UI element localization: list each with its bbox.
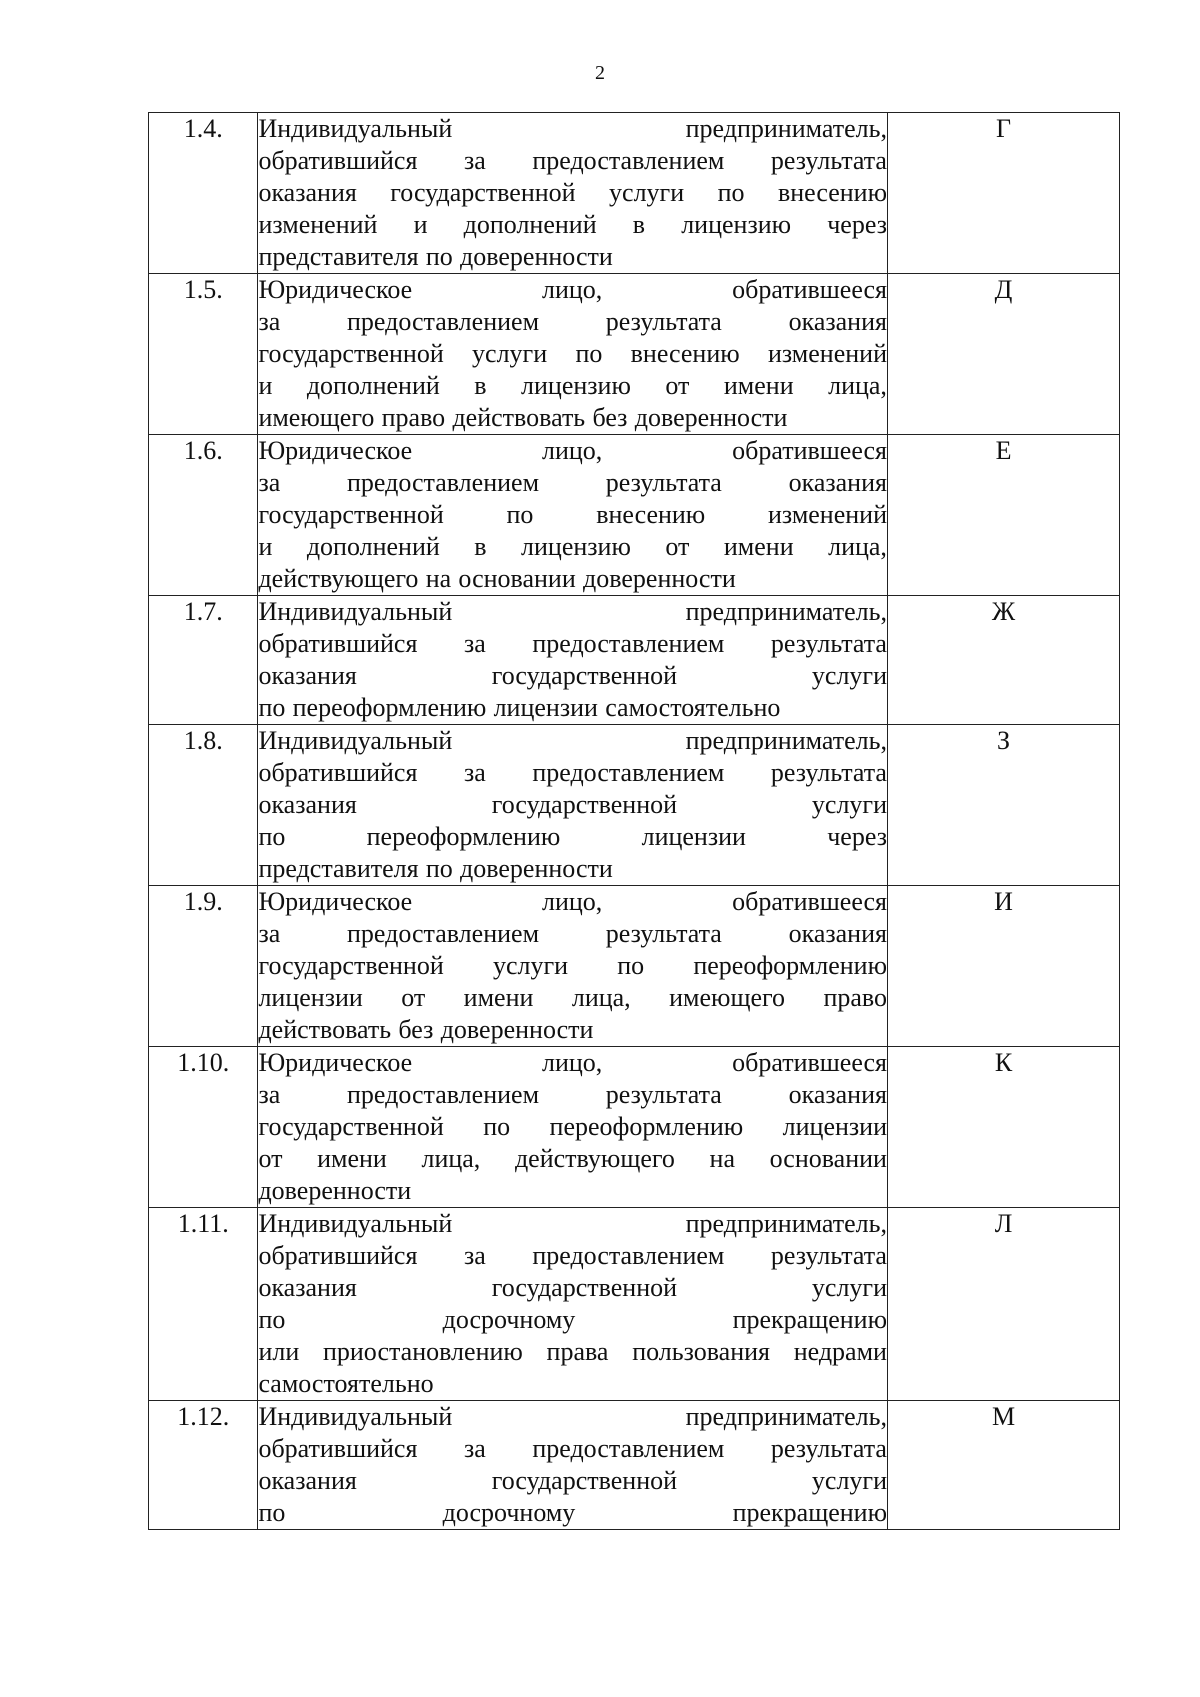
table-row [149, 725, 1120, 886]
row-description [258, 1208, 888, 1401]
description-line: изменений и дополнений в лицензию через [258, 210, 887, 239]
row-number: 1.12. [149, 1401, 258, 1530]
row-letter-code: Е [888, 435, 1120, 596]
row-letter-code: И [888, 886, 1120, 1047]
description-line: Индивидуальный предприниматель, [258, 1209, 888, 1238]
row-description [258, 886, 888, 1047]
description-line: и дополнений в лицензию от имени лица, [258, 371, 887, 400]
row-letter-code: Л [888, 1208, 1120, 1401]
row-description [258, 435, 888, 596]
row-description [258, 596, 888, 725]
applicant-category-table [148, 112, 1120, 1530]
row-number: 1.8. [149, 725, 258, 886]
description-line: Юридическое лицо, обратившееся [258, 275, 888, 304]
row-letter-code: З [888, 725, 1120, 886]
row-description [258, 1047, 888, 1208]
table-row [149, 435, 1120, 596]
row-letter-code: Г [888, 113, 1120, 274]
description-line: обратившийся за предоставлением результата [258, 146, 887, 175]
row-number: 1.4. [149, 113, 258, 274]
description-line: Индивидуальный предприниматель, [258, 1402, 888, 1431]
table-row [149, 1208, 1120, 1401]
description-line: обратившийся за предоставлением результата [258, 758, 887, 787]
description-line: оказания государственной услуги [258, 1273, 888, 1302]
description-line: представителя по доверенности [258, 242, 613, 271]
row-number: 1.11. [149, 1208, 258, 1401]
description-line: оказания государственной услуги [258, 661, 888, 690]
description-line: по переоформлению лицензии через [258, 822, 887, 851]
row-number: 1.6. [149, 435, 258, 596]
description-line: действовать без доверенности [258, 1015, 594, 1044]
row-letter-code: Д [888, 274, 1120, 435]
row-letter-code: Ж [888, 596, 1120, 725]
description-line: лицензии от имени лица, имеющего право [258, 983, 888, 1012]
table-row [149, 1047, 1120, 1208]
table-row [149, 1401, 1120, 1530]
description-line: оказания государственной услуги [258, 1466, 888, 1495]
description-line: за предоставлением результата оказания [258, 919, 887, 948]
description-line: государственной услуги по внесению изменений [258, 339, 887, 368]
description-line: оказания государственной услуги [258, 790, 888, 819]
description-line: обратившийся за предоставлением результата [258, 1241, 887, 1270]
table-row [149, 113, 1120, 274]
row-number: 1.10. [149, 1047, 258, 1208]
description-line: за предоставлением результата оказания [258, 1080, 887, 1109]
table-row [149, 596, 1120, 725]
description-line: действующего на основании доверенности [258, 564, 736, 593]
description-line: по переоформлению лицензии самостоятельно [258, 693, 781, 722]
row-description [258, 725, 888, 886]
row-description [258, 1401, 888, 1530]
row-description [258, 274, 888, 435]
table-row [149, 886, 1120, 1047]
description-line: по досрочному прекращению [258, 1305, 888, 1334]
table-row [149, 274, 1120, 435]
description-line: обратившийся за предоставлением результата [258, 1434, 887, 1463]
description-line: имеющего право действовать без доверенности [258, 403, 788, 432]
description-line: государственной по переоформлению лицензии [258, 1112, 888, 1141]
row-number: 1.5. [149, 274, 258, 435]
description-line: доверенности [258, 1176, 412, 1205]
description-line: за предоставлением результата оказания [258, 307, 887, 336]
description-line: Юридическое лицо, обратившееся [258, 887, 888, 916]
row-number: 1.7. [149, 596, 258, 725]
description-line: за предоставлением результата оказания [258, 468, 887, 497]
row-description [258, 113, 888, 274]
description-line: по досрочному прекращению [258, 1498, 888, 1527]
row-number: 1.9. [149, 886, 258, 1047]
row-letter-code: М [888, 1401, 1120, 1530]
description-line: представителя по доверенности [258, 854, 613, 883]
description-line: от имени лица, действующего на основании [258, 1144, 887, 1173]
description-line: Юридическое лицо, обратившееся [258, 436, 888, 465]
description-line: или приостановлению права пользования недрами [258, 1337, 887, 1366]
description-line: Индивидуальный предприниматель, [258, 114, 888, 143]
description-line: обратившийся за предоставлением результата [258, 629, 887, 658]
description-line: оказания государственной услуги по внесению [258, 178, 887, 207]
description-line: Юридическое лицо, обратившееся [258, 1048, 888, 1077]
description-line: государственной услуги по переоформлению [258, 951, 887, 980]
page-number: 2 [595, 62, 605, 84]
description-line: Индивидуальный предприниматель, [258, 597, 888, 626]
description-line: Индивидуальный предприниматель, [258, 726, 888, 755]
row-letter-code: К [888, 1047, 1120, 1208]
description-line: самостоятельно [258, 1369, 434, 1398]
description-line: и дополнений в лицензию от имени лица, [258, 532, 887, 561]
description-line: государственной по внесению изменений [258, 500, 888, 529]
